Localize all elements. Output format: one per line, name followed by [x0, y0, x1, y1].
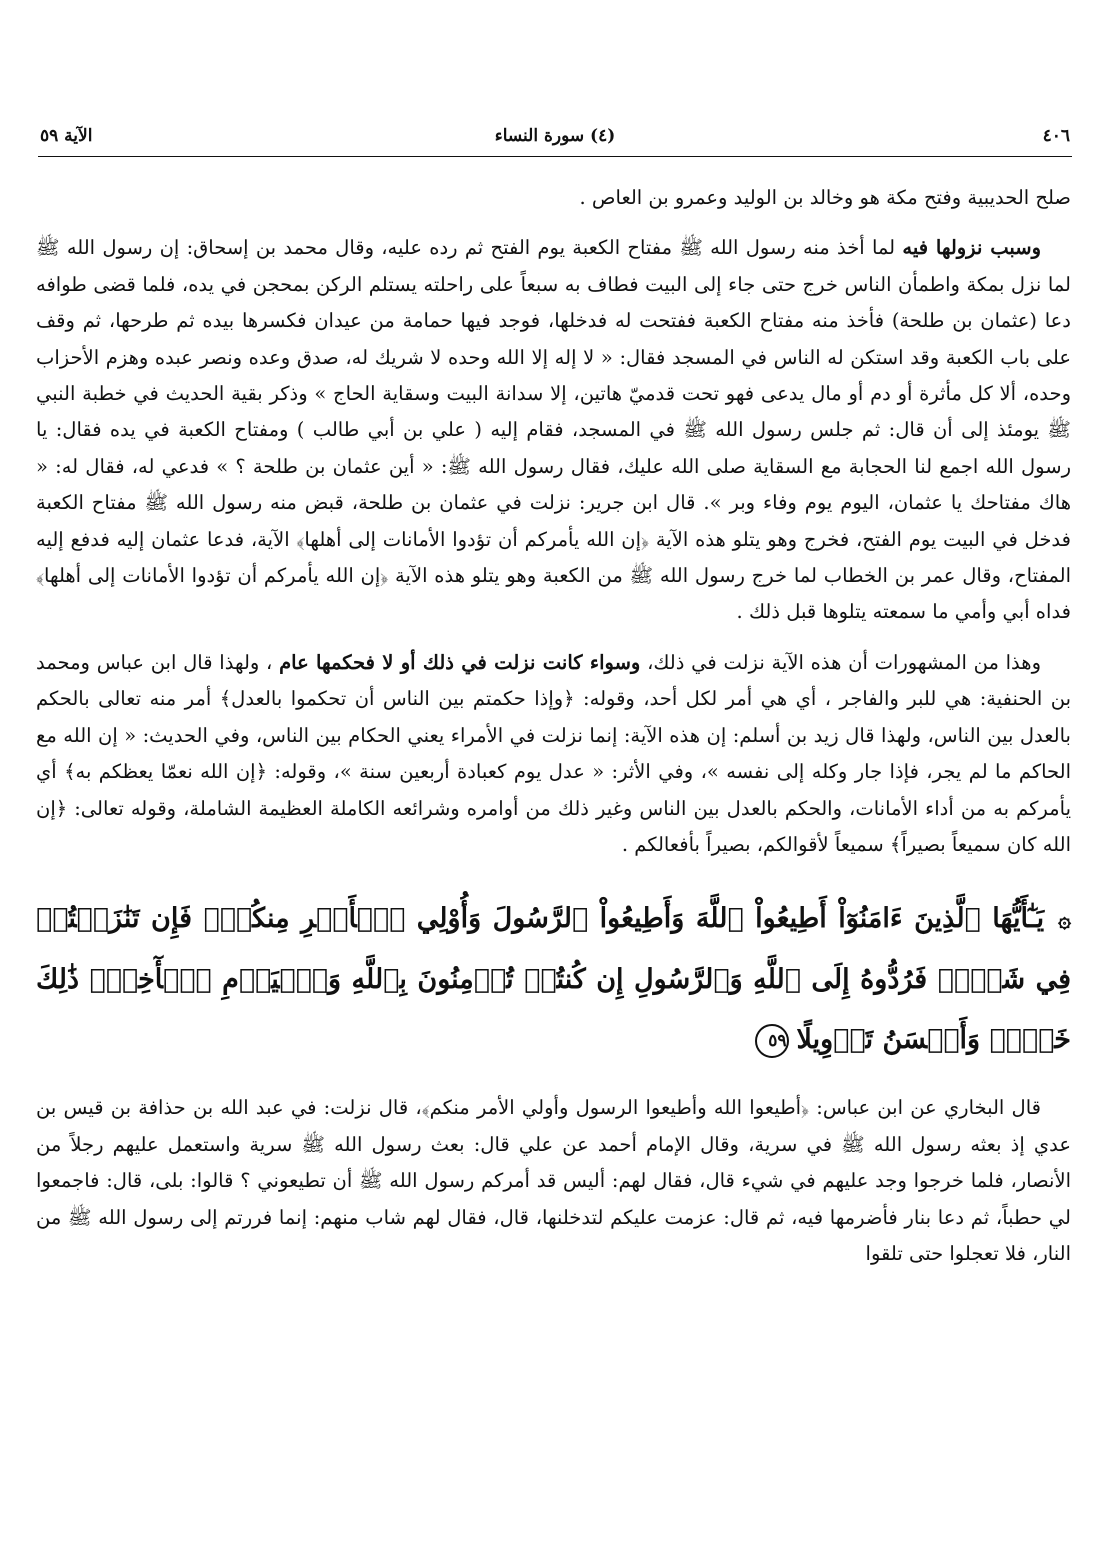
paragraph-text-b: ، ولهذا قال ابن عباس ومحمد بن الحنفية: هي للبر والفاجر ، أي هي أمر لكل أحد، وقوله: ﴿وإذا حكمتم بين الناس أن تحكموا بالعدل﴾ أمر منه تعالى بالحكم بالعدل بين الناس، ولهذا قال زيد بن أسلم: إن هذه الآية: إنما نزلت في الأمراء يعني الحكام بين الناس، وفي الحديث: « إن الله مع الحاكم ما لم يجر، فإذا جار وكله إلى نفسه »، وفي الأثر: « عدل يوم كعبادة أربعين سنة »، وقوله: ﴿إن الله نعمّا يعظكم به﴾ أي يأمركم به من أداء الأمانات، والحكم بالعدل بين الناس وغير ذلك من أوامره وشرائعه الكاملة العظيمة الشاملة، وقوله تعالى: ﴿إن الله كان سميعاً بصيراً﴾ سميعاً لأقوالكم، بصيراً بأفعالكم . — [36, 650, 1071, 856]
verse-text: يَـٰٓأَيُّهَا ٱلَّذِينَ ءَامَنُوٓاْ أَطِيعُواْ ٱللَّهَ وَأَطِيعُواْ ٱلرَّسُولَ وَأُوْلِي ٱلۡأَمۡرِ مِنكُمۡۖ فَإِن تَنَٰزَعۡتُمۡ فِي شَيۡءٖ فَرُدُّوهُ إِلَى ٱللَّهِ وَٱلرَّسُولِ إِن كُنتُمۡ تُؤۡمِنُونَ بِٱللَّهِ وَٱلۡيَوۡمِ ٱلۡأٓخِرِۚ ذَٰلِكَ خَيۡرٞ وَأَحۡسَنُ تَأۡوِيلًا — [36, 903, 1071, 1056]
paragraph-emphasis: وسواء كانت نزلت في ذلك أو لا فحكمها عام — [279, 650, 641, 674]
paragraph-revelation-cause — [36, 230, 1071, 630]
hizb-star-icon: ۞ — [1058, 907, 1071, 934]
paragraph-commentary — [36, 1090, 1071, 1272]
paragraph-text: لما أخذ منه رسول الله ﷺ مفتاح الكعبة يوم الفتح ثم رده عليه، وقال محمد بن إسحاق: إن رسول الله ﷺ لما نزل بمكة واطمأن الناس خرج حتى جاء إلى البيت فطاف به سبعاً على راحلته يستلم الركن بمحجن في يده، فلما قضى طوافه دعا (عثمان بن طلحة) فأخذ منه مفتاح الكعبة ففتحت له فدخلها، فوجد فيها حمامة من عيدان فكسرها بيده ثم طرحها، ثم وقف على باب الكعبة وقد استكن له الناس في المسجد فقال: « لا إله إلا الله وحده لا شريك له، صدق وعده ونصر عبده وهزم الأحزاب وحده، ألا كل مأثرة أو دم أو مال يدعى فهو تحت قدميّ هاتين، إلا سدانة البيت وسقاية الحاج » وذكر بقية الحديث في خطبة النبي ﷺ يومئذ إلى أن قال: ثم جلس رسول الله ﷺ في المسجد، فقام إليه ( علي بن أبي طالب ) ومفتاح الكعبة في يده فقال: يا رسول الله اجمع لنا الحجابة مع السقاية صلى الله عليك، فقال رسول الله ﷺ: « أين عثمان بن طلحة ؟ » فدعي له، فقال له: « هاك مفتاحك يا عثمان، اليوم يوم وفاء وبر ». قال ابن جرير: نزلت في عثمان بن طلحة، قبض منه رسول الله ﷺ مفتاح الكعبة فدخل في البيت يوم الفتح، فخرج وهو يتلو هذه الآية ﴿إن الله يأمركم أن تؤدوا الأمانات إلى أهلها﴾ الآية، فدعا عثمان إليه فدفع إليه المفتاح، وقال عمر بن الخطاب لما خرج رسول الله ﷺ من الكعبة وهو يتلو هذه الآية ﴿إن الله يأمركم أن تؤدوا الأمانات إلى أهلها﴾ فداه أبي وأمي ما سمعته يتلوها قبل ذلك . — [36, 236, 1071, 624]
paragraph-intro — [36, 180, 1071, 216]
paragraph-lead: وسبب نزولها فيه — [902, 236, 1042, 260]
paragraph-ruling — [36, 645, 1071, 863]
page-body — [36, 180, 1071, 1272]
surah-title: (٤) سورة النساء — [494, 126, 616, 146]
paragraph-text: صلح الحديبية وفتح مكة هو وخالد بن الوليد وعمرو بن العاص . — [579, 186, 1071, 209]
quran-verse — [36, 889, 1071, 1070]
page-number: ٤٠٦ — [1042, 126, 1070, 146]
paragraph-text-a: وهذا من المشهورات أن هذه الآية نزلت في ذلك، — [640, 650, 1041, 674]
ayah-number-marker: ٥٩ — [755, 1024, 789, 1058]
ayah-label: الآية ٥٩ — [40, 126, 93, 146]
paragraph-text: قال البخاري عن ابن عباس: ﴿أطيعوا الله وأطيعوا الرسول وأولي الأمر منكم﴾، قال نزلت: في عبد الله بن حذافة بن قيس بن عدي إذ بعثه رسول الله ﷺ في سرية، وقال الإمام أحمد عن علي قال: بعث رسول الله ﷺ سرية واستعمل عليهم رجلاً من الأنصار، فلما خرجوا وجد عليهم في شيء قال، فقال لهم: أليس قد أمركم رسول الله ﷺ أن تطيعوني ؟ قالوا: بلى، قال: فاجمعوا لي حطباً، ثم دعا بنار فأضرمها فيه، ثم قال: عزمت عليكم لتدخلنها، قال، فقال لهم شاب منهم: إنما فررتم إلى رسول الله ﷺ من النار، فلا تعجلوا حتى تلقوا — [36, 1096, 1071, 1265]
header-divider — [38, 156, 1072, 157]
running-header — [40, 124, 1070, 154]
